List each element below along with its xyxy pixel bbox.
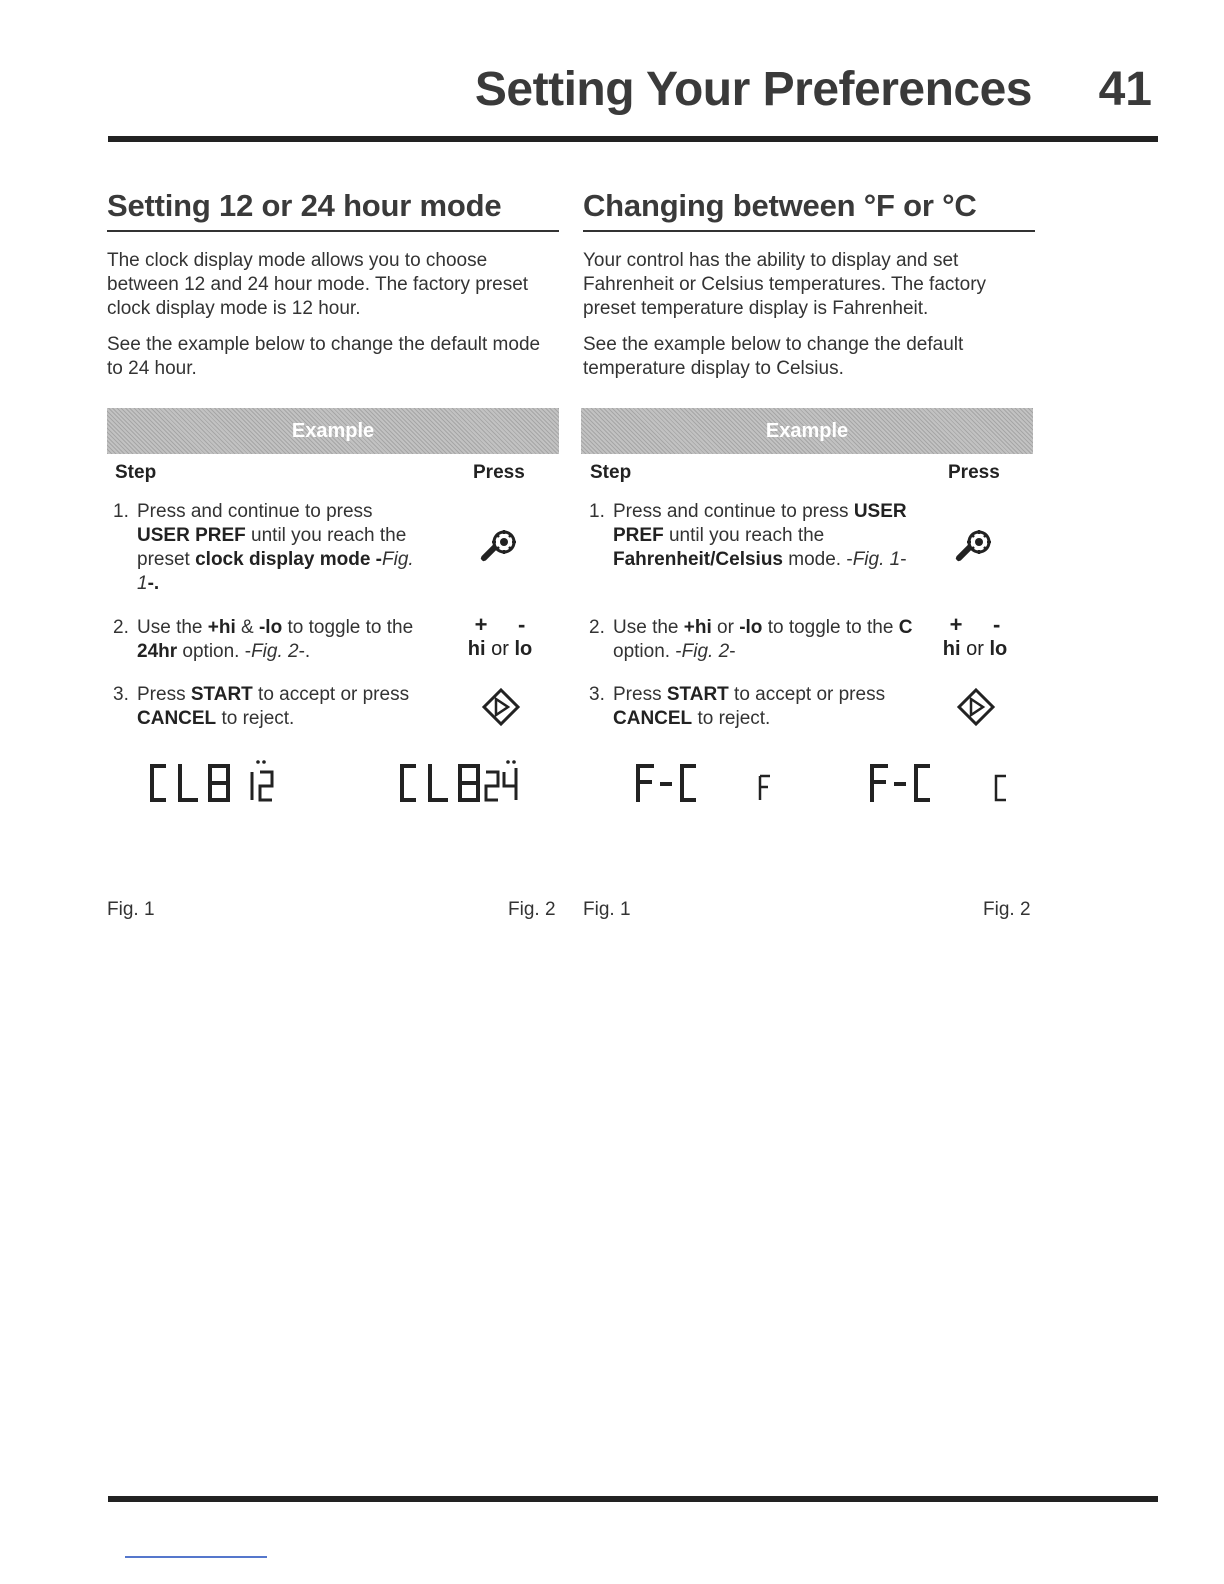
step-text: Press	[137, 684, 191, 705]
step-1	[589, 500, 913, 572]
or-label: or	[485, 638, 515, 660]
step-key: Fahrenheit/Celsius	[613, 549, 783, 570]
step-text: until you reach the	[663, 525, 825, 546]
step-key: clock display mode	[195, 549, 371, 570]
start-icon[interactable]	[957, 688, 995, 726]
user-pref-icon[interactable]	[953, 528, 995, 566]
fig-label: Fig. 2	[983, 899, 1031, 920]
hi-lo-buttons[interactable]	[935, 612, 1015, 661]
fig-label: Fig. 2	[508, 899, 556, 920]
bottom-rule	[108, 1496, 1158, 1502]
section-heading: Changing between °F or °C	[583, 188, 977, 223]
step-text: option. -	[177, 641, 252, 662]
fig-reference: Fig. 2	[681, 641, 730, 662]
step-text: mode. -	[783, 549, 853, 570]
step-3	[113, 683, 427, 731]
section-heading: Setting 12 or 24 hour mode	[107, 188, 502, 223]
lcd-display-fig2	[862, 745, 1022, 808]
fig-label: Fig. 1	[107, 899, 155, 920]
intro-paragraph: The clock display mode allows you to choose between 12 and 24 hour mode. The factory preset clock display mode is 12 hour.	[107, 250, 529, 319]
lcd-display-fig1	[140, 745, 290, 808]
step-number: 1.	[113, 501, 129, 522]
step-text: to accept or press	[728, 684, 886, 705]
step-key: C	[898, 617, 913, 638]
step-text: -	[729, 641, 736, 662]
step-text: Press and continue to press	[137, 501, 373, 522]
hi-lo-buttons[interactable]	[460, 612, 540, 661]
step-text: Press and continue to press	[613, 501, 854, 522]
step-key: USER PREF	[137, 525, 246, 546]
fig-reference: Fig. 2	[251, 641, 299, 662]
heading-rule	[583, 230, 1035, 232]
step-text: &	[235, 617, 259, 638]
fig-reference: Fig. 1	[852, 549, 901, 570]
start-icon[interactable]	[482, 688, 520, 726]
step-key: -lo	[739, 617, 763, 638]
step-text: Use the	[137, 617, 208, 638]
step-key: +hi	[683, 617, 712, 638]
step-text: option. -	[613, 641, 682, 662]
user-pref-icon[interactable]	[478, 528, 520, 566]
step-text: -.	[147, 573, 160, 594]
section-temperature-unit	[583, 188, 1035, 393]
instruction-paragraph: See the example below to change the default mode to 24 hour.	[107, 334, 541, 379]
intro-paragraph: Your control has the ability to display and set Fahrenheit or Celsius temperatures. The factory preset temperature display is Fahrenheit.	[583, 250, 987, 319]
instruction-paragraph: See the example below to change the default temperature display to Celsius.	[583, 334, 964, 379]
fig-reference: Fig. 1	[137, 549, 414, 594]
hi-label: hi	[942, 638, 961, 660]
step-header: Step	[590, 462, 632, 483]
lo-label: lo	[989, 638, 1008, 660]
step-header: Step	[115, 462, 157, 483]
step-text: to reject.	[216, 708, 295, 729]
page-number: 41	[1098, 63, 1152, 116]
footer-mark	[125, 1556, 267, 1558]
section-hour-mode	[107, 188, 559, 393]
step-key: USER PREF	[613, 501, 907, 546]
or-label: or	[960, 638, 990, 660]
plus-sign: +	[474, 612, 488, 637]
step-key: START	[190, 684, 253, 705]
step-key: +hi	[207, 617, 236, 638]
step-key: START	[666, 684, 729, 705]
step-text: Press	[613, 684, 667, 705]
minus-sign: -	[518, 612, 526, 637]
lcd-text: F-C F	[628, 745, 669, 762]
lcd-display-fig2	[390, 745, 540, 808]
top-rule	[108, 136, 1158, 142]
step-text: -	[900, 549, 907, 570]
step-text: to reject.	[692, 708, 771, 729]
press-header: Press	[473, 462, 525, 483]
step-number: 3.	[589, 684, 605, 705]
step-text: to toggle to the	[762, 617, 899, 638]
lcd-text: CLO 12	[140, 745, 196, 762]
step-1	[113, 500, 427, 596]
heading-rule	[107, 230, 559, 232]
step-text: -	[370, 549, 382, 570]
step-2	[113, 616, 427, 664]
step-2	[589, 616, 913, 664]
step-key: CANCEL	[137, 708, 217, 729]
lcd-text: F-C C	[862, 745, 905, 762]
lcd-display-fig1	[628, 745, 788, 808]
lo-label: lo	[514, 638, 533, 660]
lcd-text: CLO 24	[390, 745, 446, 762]
step-text: until you reach the preset	[137, 525, 407, 570]
step-key: 24hr	[137, 641, 178, 662]
step-3	[589, 683, 913, 731]
step-number: 3.	[113, 684, 129, 705]
hi-label: hi	[467, 638, 486, 660]
example-bar: Example	[107, 408, 559, 454]
minus-sign: -	[993, 612, 1001, 637]
fig-label: Fig. 1	[583, 899, 631, 920]
step-text: to toggle to the	[282, 617, 414, 638]
press-header: Press	[948, 462, 1000, 483]
step-text: -.	[298, 641, 311, 662]
step-text: Use the	[613, 617, 684, 638]
step-text: to accept or press	[252, 684, 410, 705]
example-bar: Example	[581, 408, 1033, 454]
page-title: Setting Your Preferences	[474, 63, 1032, 116]
step-number: 2.	[589, 617, 605, 638]
step-key: CANCEL	[613, 708, 693, 729]
plus-sign: +	[949, 612, 963, 637]
page-header	[108, 58, 1158, 120]
step-key: -lo	[258, 617, 283, 638]
step-number: 1.	[589, 501, 605, 522]
step-number: 2.	[113, 617, 129, 638]
step-text: or	[711, 617, 740, 638]
